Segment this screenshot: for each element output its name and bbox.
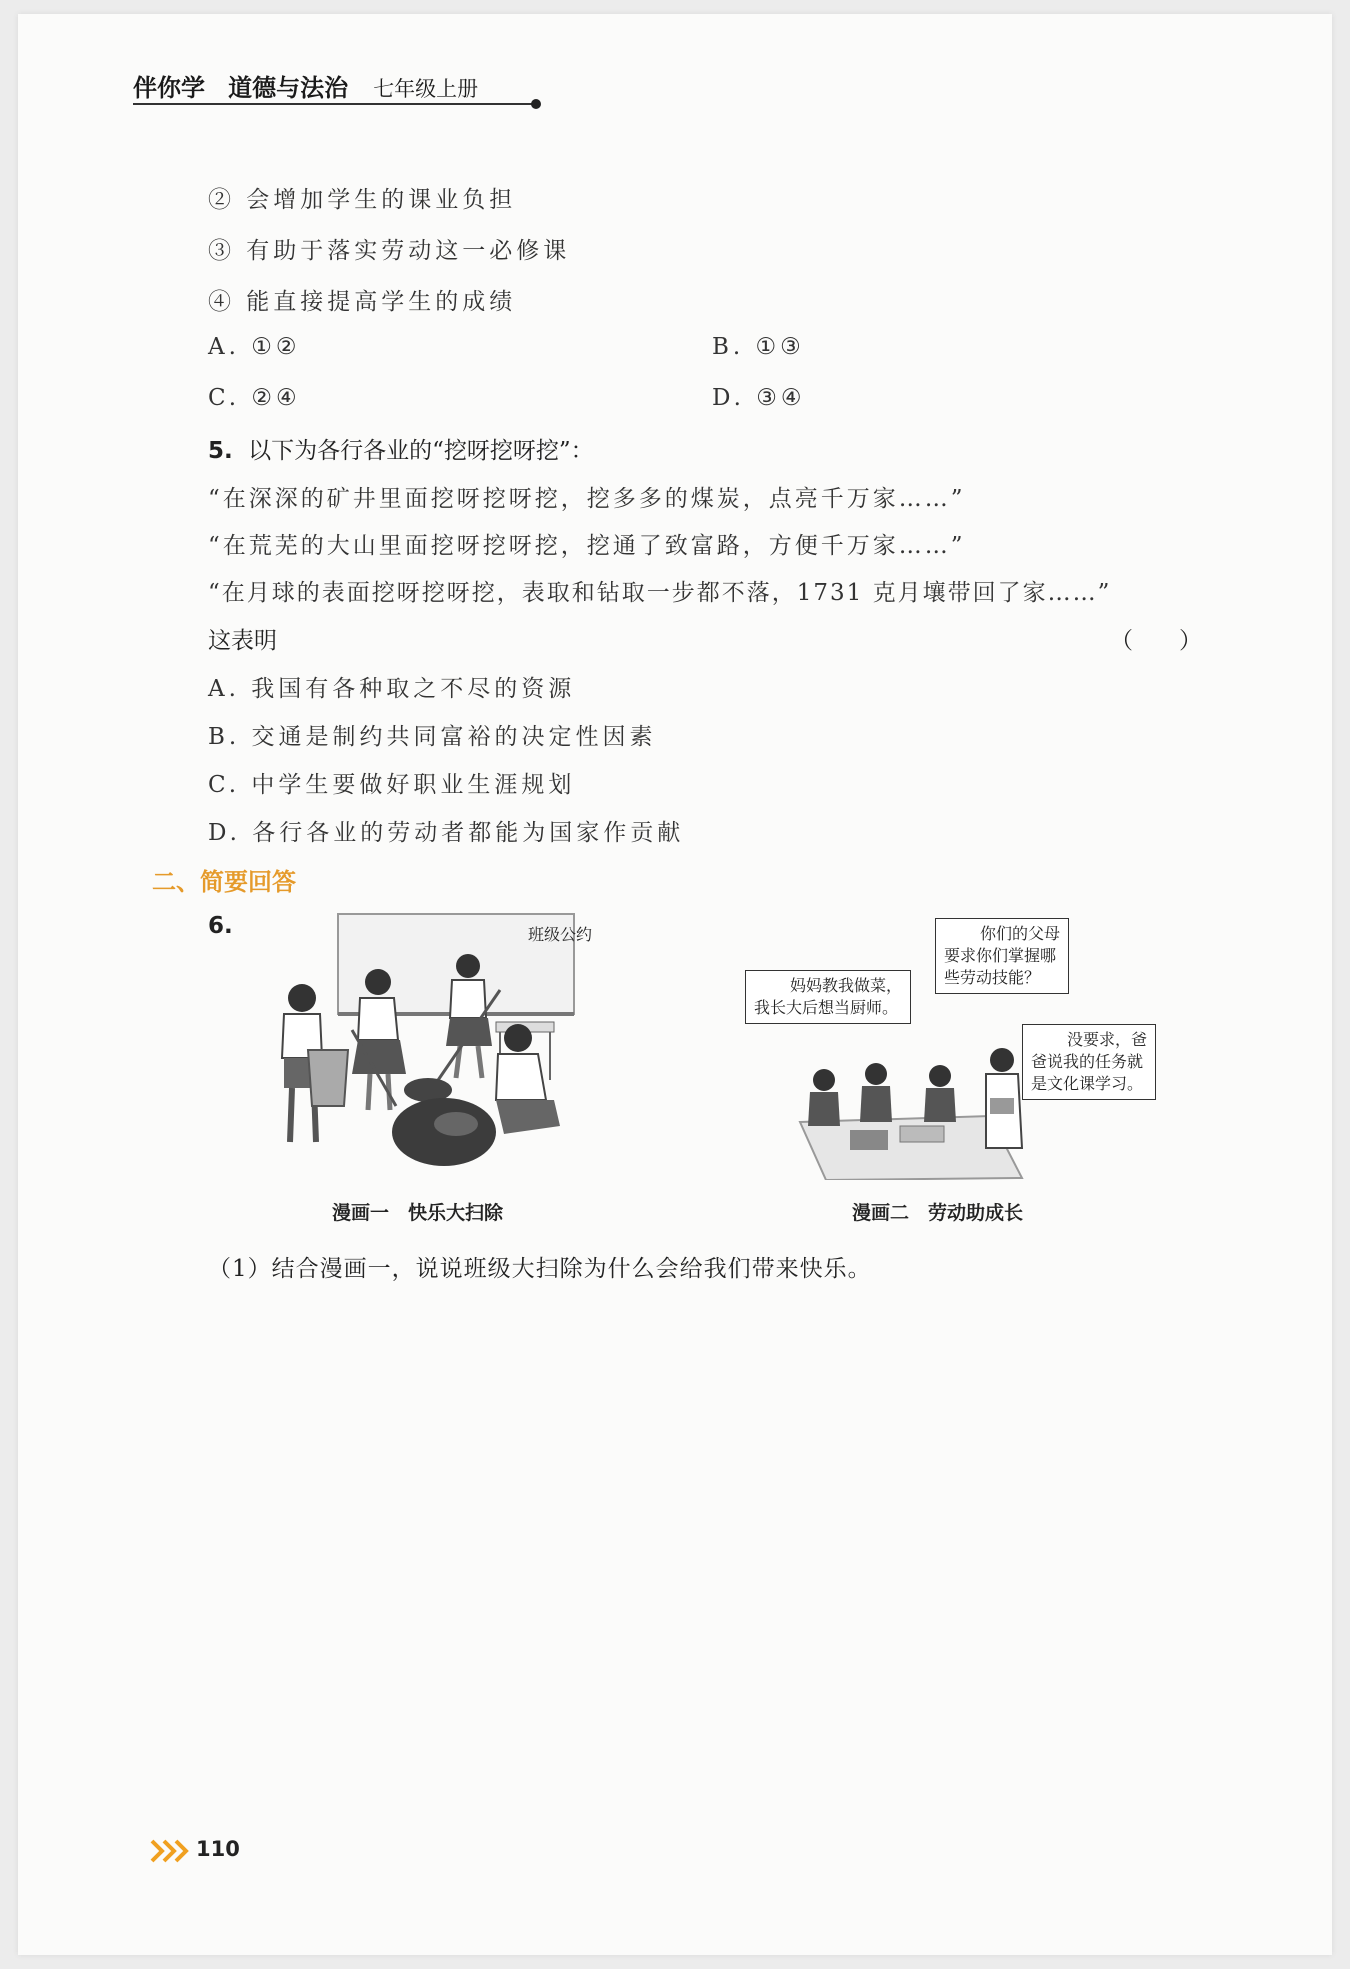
header-dot: [531, 99, 541, 109]
comic-one-drawing: [260, 910, 593, 1180]
board-label: 班级公约: [528, 925, 593, 944]
speech-line: 妈妈教我做菜，: [790, 976, 903, 995]
q5-option-a: A. 我国有各种取之不尽的资源: [208, 676, 576, 702]
comic-two-drawing: [790, 1030, 1040, 1180]
q5-option-d: D. 各行各业的劳动者都能为国家作贡献: [208, 820, 685, 846]
q4-item-3: ③ 有助于落实劳动这一必修课: [208, 238, 571, 264]
running-header: [133, 68, 478, 103]
page-arrows-icon: [150, 1838, 190, 1868]
comic-two-caption: 漫画二 劳动助成长: [852, 1202, 1024, 1224]
subject-title: 道德与法治: [228, 74, 349, 102]
speech-line: 没要求，爸: [1067, 1030, 1148, 1049]
q4-item-4: ④ 能直接提高学生的成绩: [208, 289, 517, 315]
chevrons-icon: [150, 1838, 190, 1864]
q4-option-c: C. ②④: [208, 385, 301, 411]
q5-quote-2: “在荒芜的大山里面挖呀挖呀挖，挖通了致富路，方便千万家……”: [208, 533, 966, 559]
speech-line: 是文化课学习。: [1031, 1074, 1144, 1093]
q4-item-2: ② 会增加学生的课业负担: [208, 187, 517, 213]
q4-option-d: D. ③④: [712, 385, 806, 411]
q5-option-c: C. 中学生要做好职业生涯规划: [208, 772, 576, 798]
book-title: 伴你学: [133, 74, 205, 102]
answer-bracket: （ ）: [1110, 628, 1202, 654]
q6-number: 6.: [208, 913, 233, 939]
comic-one-illustration: [260, 910, 593, 1180]
q5-quote-3: “在月球的表面挖呀挖呀挖，表取和钻取一步都不落，1731 克月壤带回了家……”: [208, 580, 1112, 606]
q4-option-a: A. ①②: [208, 334, 301, 360]
q5-ask: 这表明: [208, 628, 277, 654]
q4-option-b: B. ①③: [712, 334, 805, 360]
speech-bubble-student-left: [745, 970, 911, 1024]
header-rule: [133, 103, 535, 105]
q5-number: 5.: [208, 438, 233, 464]
speech-bubble-teacher: [935, 918, 1069, 994]
comic-two-illustration: [790, 1030, 1040, 1180]
q6-subquestion-1: （1）结合漫画一，说说班级大扫除为什么会给我们带来快乐。: [208, 1256, 872, 1282]
q5-stem: [208, 432, 594, 465]
grade-title: 七年级上册: [373, 77, 479, 101]
section-title: 二、简要回答: [152, 868, 296, 896]
speech-line: 爸说我的任务就: [1031, 1052, 1144, 1071]
speech-line: 我长大后想当厨师。: [754, 998, 899, 1017]
q5-quote-1: “在深深的矿井里面挖呀挖呀挖，挖多多的煤炭，点亮千万家……”: [208, 486, 966, 512]
q5-option-b: B. 交通是制约共同富裕的决定性因素: [208, 724, 657, 750]
page-number: 110: [196, 1837, 240, 1861]
speech-line: 要求你们掌握哪: [944, 946, 1057, 965]
speech-line: 些劳动技能？: [944, 968, 1041, 987]
speech-bubble-student-right: [1022, 1024, 1156, 1100]
q5-stem-text: 以下为各行各业的“挖呀挖呀挖”：: [248, 438, 594, 464]
speech-line: 你们的父母: [980, 924, 1061, 943]
comic-one-caption: 漫画一 快乐大扫除: [332, 1202, 504, 1224]
